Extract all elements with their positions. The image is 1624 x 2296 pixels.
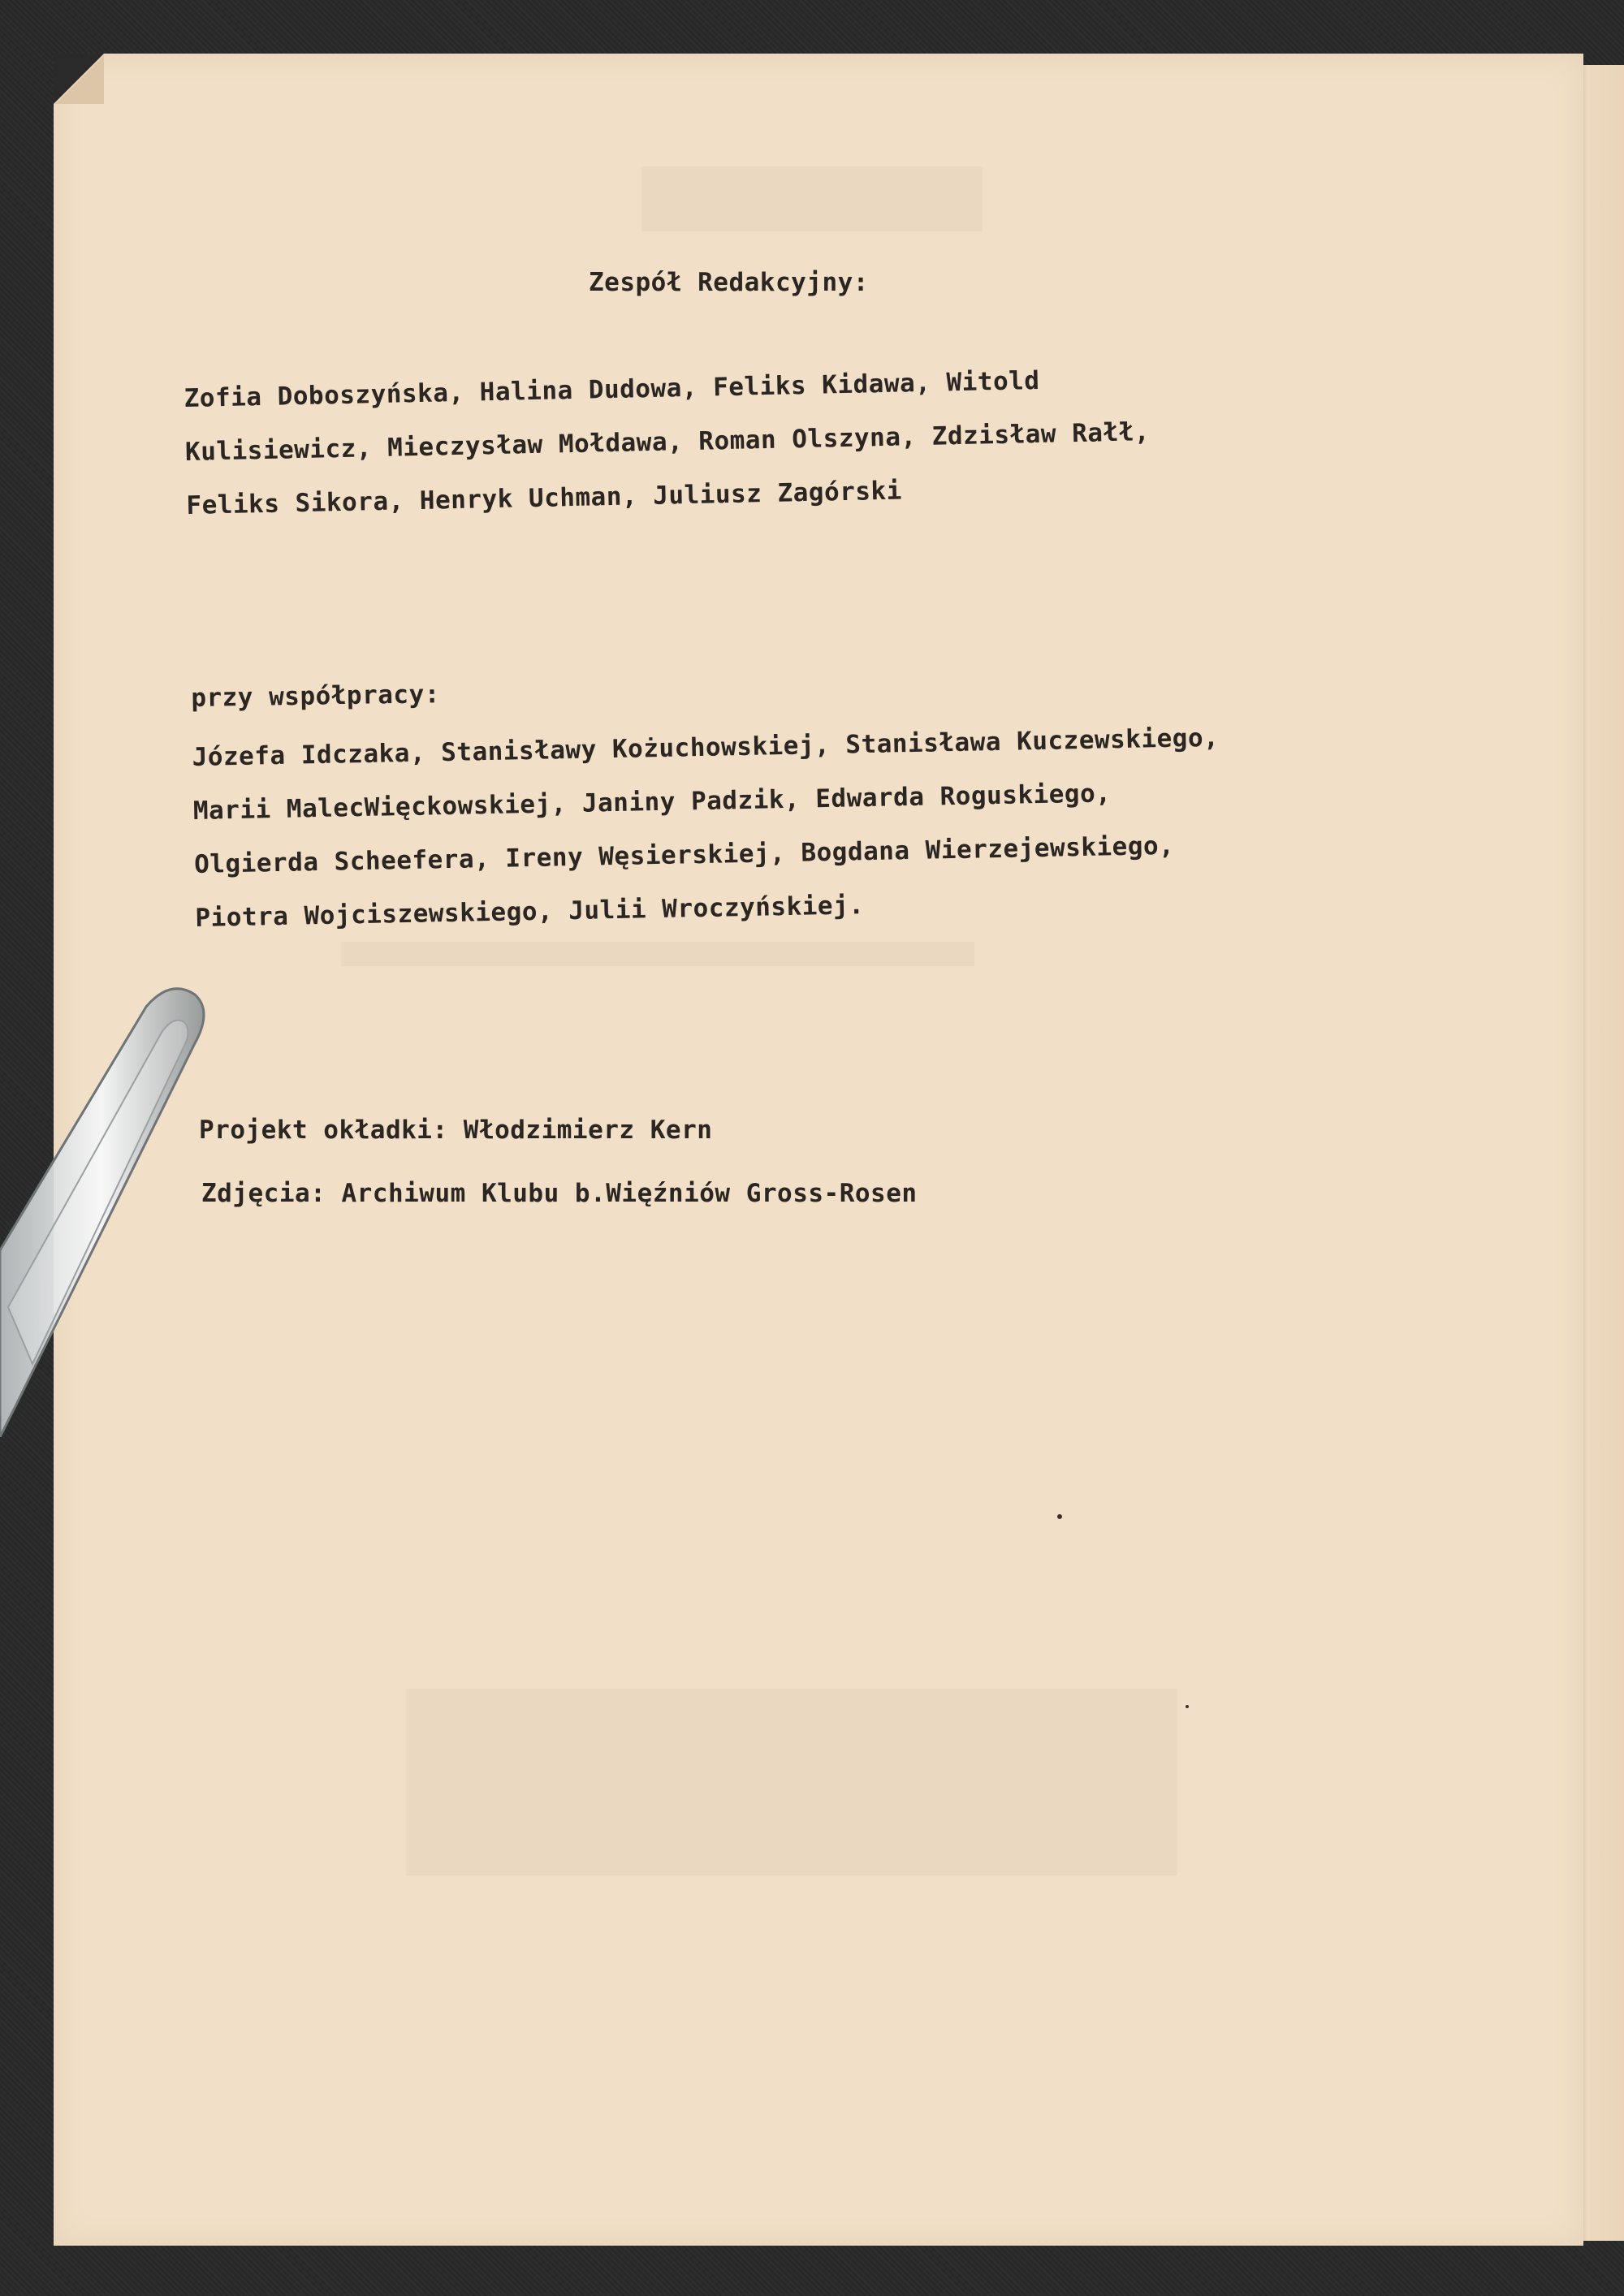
editorial-team-heading: Zespół Redakcyjny: <box>589 268 869 297</box>
folded-corner-cut <box>54 54 104 104</box>
bleed-through-block <box>641 166 983 231</box>
tweezers-icon <box>0 982 211 1437</box>
editors-line: Feliks Sikora, Henryk Uchman, Juliusz Zagórski <box>186 476 903 520</box>
collab-line: Marii MalecWięckowskiej, Janiny Padzik, Edwarda Roguskiego, <box>192 779 1112 826</box>
ink-speck <box>1057 1514 1062 1519</box>
editorial-team-list <box>184 352 1151 533</box>
bleed-through-block <box>341 942 974 966</box>
collaborators-list <box>192 711 1223 945</box>
cover-design-credit: Projekt okładki: Włodzimierz Kern <box>199 1116 713 1145</box>
editors-line: Kulisiewicz, Mieczysław Mołdawa, Roman Olszyna, Zdzisław Rałł, <box>184 417 1151 467</box>
photo-credit: Zdjęcia: Archiwum Klubu b.Więźniów Gross-Rosen <box>201 1179 918 1208</box>
ink-speck <box>1186 1705 1189 1708</box>
collab-line: Piotra Wojciszewskiego, Julii Wroczyńskiej. <box>195 891 865 933</box>
editors-line: Zofia Doboszyńska, Halina Dudowa, Feliks Kidawa, Witold <box>184 365 1040 413</box>
collab-line: Józefa Idczaka, Stanisławy Kożuchowskiej, Stanisława Kuczewskiego, <box>192 723 1220 772</box>
collab-line: Olgierda Scheefera, Ireny Węsierskiej, Bogdana Wierzejewskiego, <box>193 831 1175 879</box>
collaboration-heading: przy współpracy: <box>191 680 441 713</box>
bleed-through-block <box>406 1689 1177 1875</box>
